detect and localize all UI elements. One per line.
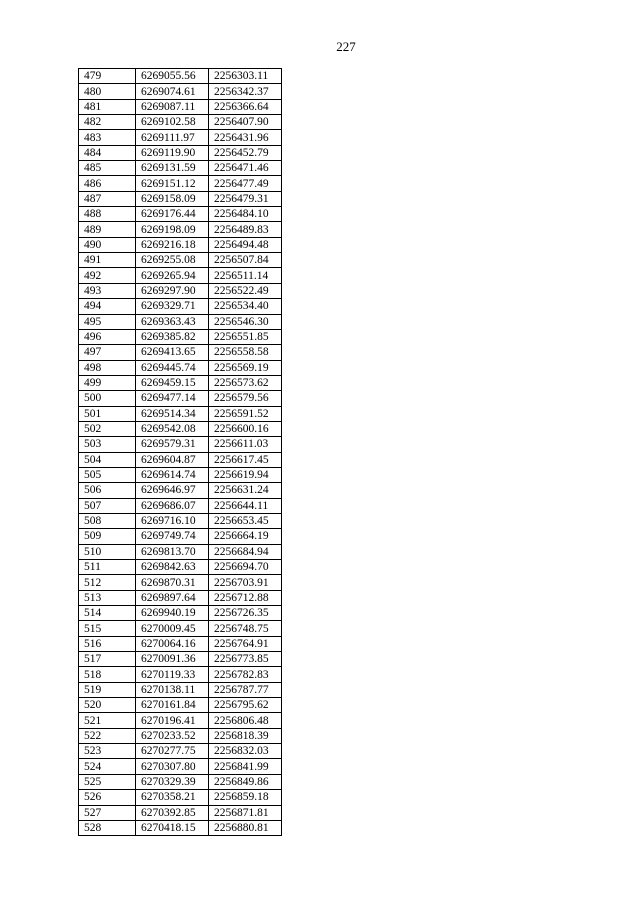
point-number-cell: 503	[79, 437, 136, 452]
table-row	[79, 268, 282, 283]
point-number-cell: 486	[79, 176, 136, 191]
table-row	[79, 222, 282, 237]
point-number-cell: 511	[79, 560, 136, 575]
point-number-cell: 483	[79, 130, 136, 145]
point-number-cell: 504	[79, 452, 136, 467]
point-number-cell: 522	[79, 728, 136, 743]
point-number-cell: 496	[79, 329, 136, 344]
point-number-cell: 492	[79, 268, 136, 283]
x-coordinate-cell: 6270161.84	[136, 698, 209, 713]
table-row	[79, 820, 282, 835]
table-row	[79, 84, 282, 99]
table-row	[79, 560, 282, 575]
y-coordinate-cell: 2256573.62	[209, 375, 282, 390]
y-coordinate-cell: 2256534.40	[209, 299, 282, 314]
x-coordinate-cell: 6270009.45	[136, 621, 209, 636]
point-number-cell: 493	[79, 283, 136, 298]
point-number-cell: 500	[79, 391, 136, 406]
point-number-cell: 479	[79, 69, 136, 84]
point-number-cell: 515	[79, 621, 136, 636]
x-coordinate-cell: 6269265.94	[136, 268, 209, 283]
point-number-cell: 505	[79, 467, 136, 482]
point-number-cell: 495	[79, 314, 136, 329]
point-number-cell: 482	[79, 115, 136, 130]
x-coordinate-cell: 6269087.11	[136, 99, 209, 114]
point-number-cell: 480	[79, 84, 136, 99]
x-coordinate-cell: 6270091.36	[136, 652, 209, 667]
point-number-cell: 497	[79, 345, 136, 360]
table-row	[79, 375, 282, 390]
y-coordinate-cell: 2256471.46	[209, 161, 282, 176]
point-number-cell: 514	[79, 606, 136, 621]
table-row	[79, 406, 282, 421]
y-coordinate-cell: 2256619.94	[209, 467, 282, 482]
point-number-cell: 498	[79, 360, 136, 375]
x-coordinate-cell: 6270418.15	[136, 820, 209, 835]
x-coordinate-cell: 6269216.18	[136, 237, 209, 252]
table-row	[79, 529, 282, 544]
table-row	[79, 421, 282, 436]
table-row	[79, 237, 282, 252]
table-row	[79, 805, 282, 820]
y-coordinate-cell: 2256484.10	[209, 207, 282, 222]
y-coordinate-cell: 2256631.24	[209, 483, 282, 498]
y-coordinate-cell: 2256479.31	[209, 191, 282, 206]
table-row	[79, 329, 282, 344]
point-number-cell: 481	[79, 99, 136, 114]
point-number-cell: 484	[79, 145, 136, 160]
point-number-cell: 526	[79, 790, 136, 805]
x-coordinate-cell: 6269119.90	[136, 145, 209, 160]
table-row	[79, 299, 282, 314]
table-row	[79, 69, 282, 84]
point-number-cell: 487	[79, 191, 136, 206]
point-number-cell: 520	[79, 698, 136, 713]
coordinates-table-body	[79, 69, 282, 836]
table-row	[79, 467, 282, 482]
x-coordinate-cell: 6270233.52	[136, 728, 209, 743]
x-coordinate-cell: 6269940.19	[136, 606, 209, 621]
x-coordinate-cell: 6269255.08	[136, 253, 209, 268]
table-row	[79, 713, 282, 728]
table-row	[79, 130, 282, 145]
x-coordinate-cell: 6269459.15	[136, 375, 209, 390]
x-coordinate-cell: 6269604.87	[136, 452, 209, 467]
table-row	[79, 790, 282, 805]
x-coordinate-cell: 6269870.31	[136, 575, 209, 590]
x-coordinate-cell: 6269158.09	[136, 191, 209, 206]
point-number-cell: 512	[79, 575, 136, 590]
table-row	[79, 636, 282, 651]
table-row	[79, 590, 282, 605]
table-row	[79, 161, 282, 176]
point-number-cell: 525	[79, 774, 136, 789]
y-coordinate-cell: 2256452.79	[209, 145, 282, 160]
table-row	[79, 253, 282, 268]
x-coordinate-cell: 6269514.34	[136, 406, 209, 421]
point-number-cell: 494	[79, 299, 136, 314]
x-coordinate-cell: 6269614.74	[136, 467, 209, 482]
table-row	[79, 652, 282, 667]
y-coordinate-cell: 2256617.45	[209, 452, 282, 467]
point-number-cell: 524	[79, 759, 136, 774]
table-row	[79, 283, 282, 298]
x-coordinate-cell: 6269151.12	[136, 176, 209, 191]
point-number-cell: 521	[79, 713, 136, 728]
y-coordinate-cell: 2256366.64	[209, 99, 282, 114]
point-number-cell: 508	[79, 513, 136, 528]
y-coordinate-cell: 2256664.19	[209, 529, 282, 544]
table-row	[79, 621, 282, 636]
y-coordinate-cell: 2256880.81	[209, 820, 282, 835]
x-coordinate-cell: 6269749.74	[136, 529, 209, 544]
x-coordinate-cell: 6269102.58	[136, 115, 209, 130]
x-coordinate-cell: 6269363.43	[136, 314, 209, 329]
y-coordinate-cell: 2256342.37	[209, 84, 282, 99]
y-coordinate-cell: 2256522.49	[209, 283, 282, 298]
y-coordinate-cell: 2256611.03	[209, 437, 282, 452]
point-number-cell: 527	[79, 805, 136, 820]
point-number-cell: 517	[79, 652, 136, 667]
table-row	[79, 698, 282, 713]
point-number-cell: 518	[79, 667, 136, 682]
x-coordinate-cell: 6269813.70	[136, 544, 209, 559]
y-coordinate-cell: 2256712.88	[209, 590, 282, 605]
table-row	[79, 606, 282, 621]
table-row	[79, 744, 282, 759]
point-number-cell: 499	[79, 375, 136, 390]
point-number-cell: 510	[79, 544, 136, 559]
x-coordinate-cell: 6270119.33	[136, 667, 209, 682]
point-number-cell: 516	[79, 636, 136, 651]
y-coordinate-cell: 2256653.45	[209, 513, 282, 528]
point-number-cell: 501	[79, 406, 136, 421]
x-coordinate-cell: 6269385.82	[136, 329, 209, 344]
coordinates-table	[78, 68, 282, 836]
point-number-cell: 513	[79, 590, 136, 605]
point-number-cell: 507	[79, 498, 136, 513]
y-coordinate-cell: 2256818.39	[209, 728, 282, 743]
x-coordinate-cell: 6269716.10	[136, 513, 209, 528]
table-row	[79, 115, 282, 130]
point-number-cell: 489	[79, 222, 136, 237]
y-coordinate-cell: 2256507.84	[209, 253, 282, 268]
table-row	[79, 498, 282, 513]
x-coordinate-cell: 6269198.09	[136, 222, 209, 237]
y-coordinate-cell: 2256726.35	[209, 606, 282, 621]
point-number-cell: 509	[79, 529, 136, 544]
point-number-cell: 519	[79, 682, 136, 697]
y-coordinate-cell: 2256644.11	[209, 498, 282, 513]
y-coordinate-cell: 2256703.91	[209, 575, 282, 590]
y-coordinate-cell: 2256764.91	[209, 636, 282, 651]
y-coordinate-cell: 2256787.77	[209, 682, 282, 697]
x-coordinate-cell: 6269176.44	[136, 207, 209, 222]
x-coordinate-cell: 6270392.85	[136, 805, 209, 820]
y-coordinate-cell: 2256773.85	[209, 652, 282, 667]
y-coordinate-cell: 2256489.83	[209, 222, 282, 237]
table-row	[79, 544, 282, 559]
y-coordinate-cell: 2256859.18	[209, 790, 282, 805]
x-coordinate-cell: 6269413.65	[136, 345, 209, 360]
y-coordinate-cell: 2256748.75	[209, 621, 282, 636]
point-number-cell: 523	[79, 744, 136, 759]
x-coordinate-cell: 6269686.07	[136, 498, 209, 513]
point-number-cell: 490	[79, 237, 136, 252]
table-row	[79, 145, 282, 160]
table-row	[79, 759, 282, 774]
x-coordinate-cell: 6269111.97	[136, 130, 209, 145]
table-row	[79, 360, 282, 375]
x-coordinate-cell: 6269477.14	[136, 391, 209, 406]
table-row	[79, 575, 282, 590]
table-row	[79, 345, 282, 360]
table-row	[79, 99, 282, 114]
x-coordinate-cell: 6269297.90	[136, 283, 209, 298]
y-coordinate-cell: 2256782.83	[209, 667, 282, 682]
point-number-cell: 488	[79, 207, 136, 222]
y-coordinate-cell: 2256849.86	[209, 774, 282, 789]
x-coordinate-cell: 6269579.31	[136, 437, 209, 452]
point-number-cell: 506	[79, 483, 136, 498]
point-number-cell: 502	[79, 421, 136, 436]
table-row	[79, 682, 282, 697]
table-row	[79, 207, 282, 222]
y-coordinate-cell: 2256600.16	[209, 421, 282, 436]
y-coordinate-cell: 2256546.30	[209, 314, 282, 329]
point-number-cell: 491	[79, 253, 136, 268]
x-coordinate-cell: 6269842.63	[136, 560, 209, 575]
table-row	[79, 314, 282, 329]
x-coordinate-cell: 6269055.56	[136, 69, 209, 84]
x-coordinate-cell: 6269646.97	[136, 483, 209, 498]
x-coordinate-cell: 6270329.39	[136, 774, 209, 789]
page-number: 227	[336, 39, 356, 54]
x-coordinate-cell: 6269131.59	[136, 161, 209, 176]
table-row	[79, 513, 282, 528]
table-row	[79, 774, 282, 789]
y-coordinate-cell: 2256551.85	[209, 329, 282, 344]
x-coordinate-cell: 6269329.71	[136, 299, 209, 314]
x-coordinate-cell: 6270138.11	[136, 682, 209, 697]
table-row	[79, 191, 282, 206]
point-number-cell: 485	[79, 161, 136, 176]
table-row	[79, 437, 282, 452]
y-coordinate-cell: 2256407.90	[209, 115, 282, 130]
table-row	[79, 452, 282, 467]
x-coordinate-cell: 6270307.80	[136, 759, 209, 774]
y-coordinate-cell: 2256871.81	[209, 805, 282, 820]
y-coordinate-cell: 2256832.03	[209, 744, 282, 759]
y-coordinate-cell: 2256841.99	[209, 759, 282, 774]
y-coordinate-cell: 2256569.19	[209, 360, 282, 375]
y-coordinate-cell: 2256579.56	[209, 391, 282, 406]
point-number-cell: 528	[79, 820, 136, 835]
y-coordinate-cell: 2256591.52	[209, 406, 282, 421]
table-row	[79, 728, 282, 743]
y-coordinate-cell: 2256558.58	[209, 345, 282, 360]
y-coordinate-cell: 2256684.94	[209, 544, 282, 559]
y-coordinate-cell: 2256511.14	[209, 268, 282, 283]
y-coordinate-cell: 2256694.70	[209, 560, 282, 575]
x-coordinate-cell: 6269897.64	[136, 590, 209, 605]
x-coordinate-cell: 6270277.75	[136, 744, 209, 759]
y-coordinate-cell: 2256431.96	[209, 130, 282, 145]
table-row	[79, 176, 282, 191]
x-coordinate-cell: 6269074.61	[136, 84, 209, 99]
y-coordinate-cell: 2256806.48	[209, 713, 282, 728]
y-coordinate-cell: 2256494.48	[209, 237, 282, 252]
y-coordinate-cell: 2256303.11	[209, 69, 282, 84]
x-coordinate-cell: 6270196.41	[136, 713, 209, 728]
table-row	[79, 483, 282, 498]
x-coordinate-cell: 6270064.16	[136, 636, 209, 651]
x-coordinate-cell: 6269542.08	[136, 421, 209, 436]
x-coordinate-cell: 6270358.21	[136, 790, 209, 805]
y-coordinate-cell: 2256477.49	[209, 176, 282, 191]
table-row	[79, 667, 282, 682]
x-coordinate-cell: 6269445.74	[136, 360, 209, 375]
table-row	[79, 391, 282, 406]
y-coordinate-cell: 2256795.62	[209, 698, 282, 713]
